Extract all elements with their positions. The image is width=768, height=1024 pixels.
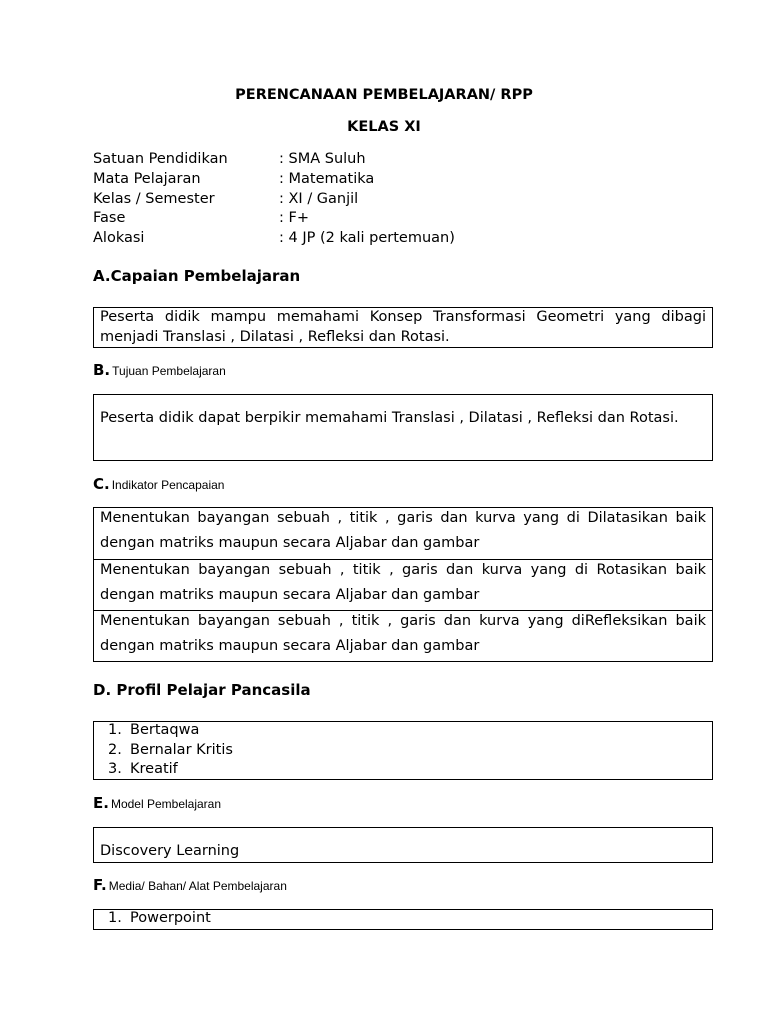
list-text: Powerpoint (130, 910, 211, 926)
document-subtitle: KELAS XI (347, 119, 421, 135)
section-letter: F. (93, 876, 107, 894)
info-value: : SMA Suluh (279, 151, 366, 167)
info-value: : F+ (279, 210, 309, 226)
info-label: Alokasi (93, 230, 145, 246)
indicator-row (94, 508, 712, 559)
section-d-box (93, 721, 713, 780)
section-f-box (93, 909, 713, 930)
indicator-text: Menentukan bayangan sebuah , titik , garis dan kurva yang di Rotasikan baik dengan matriks maupun secara Aljabar dan gambar (100, 562, 706, 603)
section-e-box (93, 827, 713, 863)
list-number: 1. (108, 722, 122, 738)
indicator-row (94, 559, 712, 611)
indicator-row (94, 610, 712, 661)
list-text: Kreatif (130, 761, 178, 777)
info-label: Fase (93, 210, 126, 226)
section-letter: C. (93, 475, 110, 493)
section-f-title: Media/ Bahan/ Alat Pembelajaran (108, 879, 287, 893)
list-item (108, 759, 178, 779)
info-value: : 4 JP (2 kali pertemuan) (279, 230, 455, 246)
section-a-box (93, 307, 713, 348)
section-letter: B. (93, 361, 111, 379)
section-f-heading (93, 876, 287, 894)
info-value: : XI / Ganjil (279, 191, 359, 207)
info-value: : Matematika (279, 171, 375, 187)
section-a-text: Peserta didik mampu memahami Konsep Transformasi Geometri yang dibagi menjadi Translasi , Dilatasi , Refleksi dan Rotasi. (100, 309, 706, 345)
section-b-heading (93, 361, 226, 379)
section-b-text: Peserta didik dapat berpikir memahami Translasi , Dilatasi , Refleksi dan Rotasi. (100, 410, 679, 426)
list-number: 1. (108, 910, 122, 926)
section-d-heading: D. Profil Pelajar Pancasila (93, 681, 311, 699)
section-e-heading (93, 794, 221, 812)
list-number: 3. (108, 761, 122, 777)
indicator-text: Menentukan bayangan sebuah , titik , garis dan kurva yang diRefleksikan baik dengan matriks maupun secara Aljabar dan gambar (100, 613, 706, 654)
list-text: Bertaqwa (130, 722, 200, 738)
section-c-heading (93, 475, 224, 493)
list-item (108, 720, 199, 740)
section-c-title: Indikator Pencapaian (111, 478, 225, 492)
section-b-box (93, 394, 713, 461)
section-b-title: Tujuan Pembelajaran (112, 364, 226, 378)
list-text: Bernalar Kritis (130, 742, 233, 758)
info-label: Kelas / Semester (93, 191, 215, 207)
info-label: Mata Pelajaran (93, 171, 201, 187)
section-e-title: Model Pembelajaran (110, 797, 222, 811)
list-number: 2. (108, 742, 122, 758)
list-item (108, 908, 211, 928)
section-e-text: Discovery Learning (100, 843, 240, 859)
list-item (108, 740, 233, 760)
document-title: PERENCANAAN PEMBELAJARAN/ RPP (235, 87, 533, 103)
section-c-table (93, 507, 713, 662)
info-label: Satuan Pendidikan (93, 151, 228, 167)
section-letter: E. (93, 794, 109, 812)
indicator-text: Menentukan bayangan sebuah , titik , garis dan kurva yang di Dilatasikan baik dengan matriks maupun secara Aljabar dan gambar (100, 510, 706, 551)
section-a-heading: A.Capaian Pembelajaran (93, 267, 301, 285)
